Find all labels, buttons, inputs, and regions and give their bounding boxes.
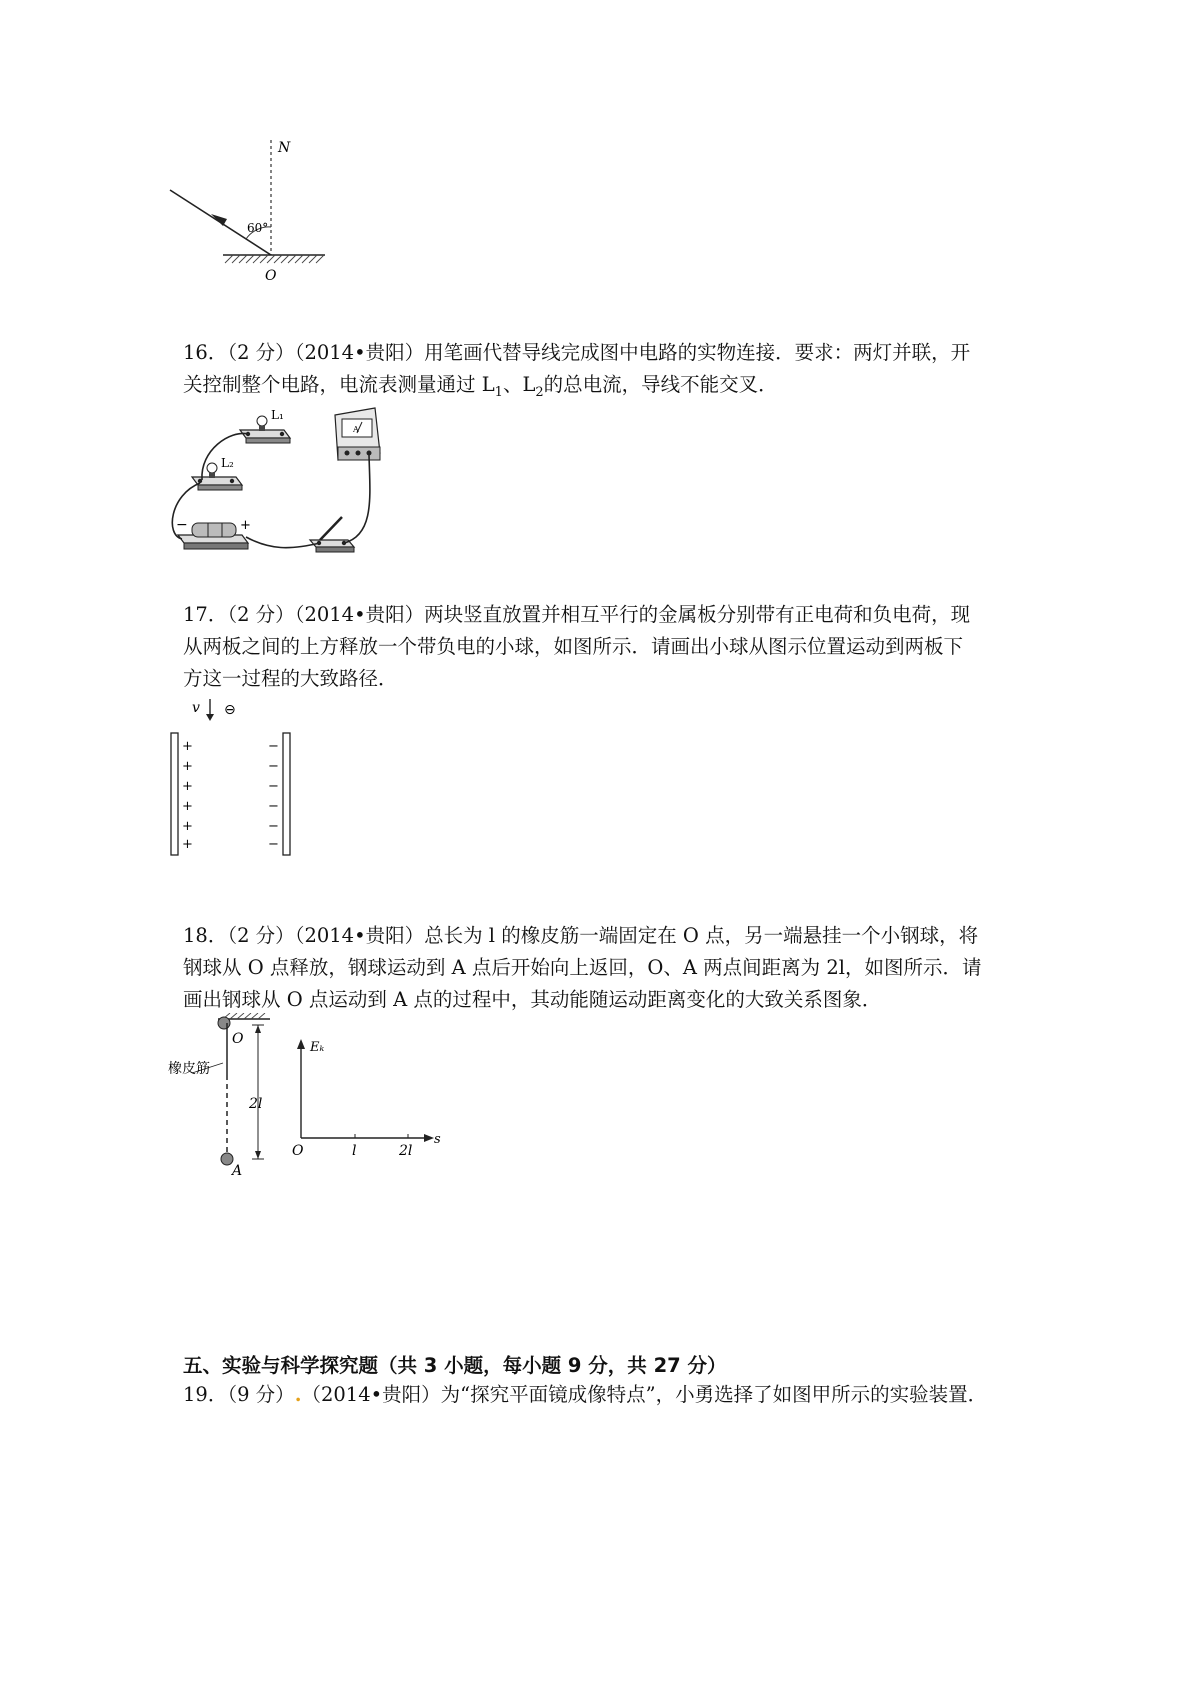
question-text: 关控制整个电路，电流表测量通过 L <box>183 373 495 396</box>
rubber-band-figure <box>168 1013 448 1183</box>
lamp-l1 <box>240 408 290 443</box>
charged-plates-figure <box>168 695 303 865</box>
circuit-figure <box>170 405 425 565</box>
question-17 <box>183 599 1033 695</box>
question-18 <box>183 920 1033 1016</box>
bulb-icon <box>257 416 267 426</box>
svg-text:+: + <box>182 819 193 834</box>
battery <box>176 517 251 549</box>
question-text: 方这一过程的大致路径． <box>183 667 398 690</box>
question-score: （2 分） <box>227 603 295 626</box>
question-number: 18． <box>183 924 228 947</box>
mirror-hatching <box>225 255 324 263</box>
arrow-down-icon <box>206 714 214 721</box>
question-number: 17． <box>183 603 228 626</box>
x-axis-label: s <box>434 1132 441 1147</box>
tick-2l-label: 2l <box>399 1143 413 1159</box>
wire <box>246 537 320 548</box>
question-source: （2014•贵阳） <box>301 1383 441 1406</box>
rubber-band-label: 橡皮筋 <box>168 1061 210 1077</box>
question-text: 的总电流，导线不能交叉． <box>543 373 778 396</box>
question-text: 用笔画代替导线完成图中电路的实物连接．要求：两灯并联，开 <box>424 341 971 364</box>
y-axis-label: Eₖ <box>310 1040 325 1055</box>
arrow-up-icon <box>297 1039 305 1049</box>
battery-minus-label: − <box>176 517 188 533</box>
ammeter <box>335 408 380 460</box>
question-number: 16． <box>183 341 228 364</box>
question-text: 、L <box>502 373 536 396</box>
svg-text:−: − <box>268 799 279 814</box>
bulb-icon <box>207 463 217 473</box>
svg-text:+: + <box>182 759 193 774</box>
origin-label: O <box>292 1143 304 1159</box>
positive-plate <box>171 733 178 855</box>
question-score: （2 分） <box>227 341 295 364</box>
dimension-label: 2l <box>249 1096 263 1112</box>
l1-label: L₁ <box>271 408 284 422</box>
point-a-label: A <box>232 1163 243 1179</box>
question-text: 为“探究平面镜成像特点”，小勇选择了如图甲所示的实验装置． <box>440 1383 988 1406</box>
svg-text:−: − <box>268 837 279 852</box>
switch <box>310 517 354 552</box>
section-heading: 五、实验与科学探究题（共 3 小题，每小题 9 分，共 27 分） <box>183 1354 727 1377</box>
tick-l-label: l <box>352 1143 357 1159</box>
meter-label: A <box>353 425 359 434</box>
point-o-label: O <box>232 1031 244 1047</box>
question-text: 总长为 l 的橡皮筋一端固定在 O 点，另一端悬挂一个小钢球，将 <box>424 924 979 947</box>
subscript: 2 <box>535 384 544 400</box>
question-text: 钢球从 O 点释放，钢球运动到 A 点后开始向上返回，O、A 两点间距离为 2l，如图所示．请 <box>183 956 982 979</box>
lamp-l2 <box>192 456 242 490</box>
plus-signs <box>182 739 193 852</box>
svg-text:+: + <box>182 799 193 814</box>
question-text: 两块竖直放置并相互平行的金属板分别带有正电荷和负电荷，现 <box>424 603 971 626</box>
velocity-label: v <box>192 700 200 716</box>
svg-text:−: − <box>268 819 279 834</box>
steel-ball-top <box>218 1017 230 1029</box>
svg-text:+: + <box>182 779 193 794</box>
question-text: 从两板之间的上方释放一个带负电的小球，如图所示．请画出小球从图示位置运动到两板下 <box>183 635 964 658</box>
question-score: （2 分） <box>227 924 295 947</box>
question-source: （2014•贵阳） <box>294 341 425 364</box>
point-o-label: O <box>265 268 277 284</box>
question-text: 画出钢球从 O 点运动到 A 点的过程中，其动能随运动距离变化的大致关系图象． <box>183 988 882 1011</box>
question-score: （9 分） <box>227 1383 295 1406</box>
marker-dot: . <box>294 1383 302 1406</box>
battery-plus-label: + <box>240 518 251 533</box>
question-16 <box>183 337 1033 409</box>
minus-signs <box>268 739 279 852</box>
normal-label: N <box>278 140 291 156</box>
angle-label: 60° <box>247 221 269 235</box>
svg-text:−: − <box>268 779 279 794</box>
svg-text:+: + <box>182 837 193 852</box>
svg-text:−: − <box>268 759 279 774</box>
svg-text:+: + <box>182 739 193 754</box>
l2-label: L₂ <box>221 456 234 470</box>
wire <box>344 455 370 543</box>
subscript: 1 <box>494 384 503 400</box>
arrow-right-icon <box>424 1134 434 1142</box>
question-19 <box>183 1379 1033 1411</box>
svg-text:−: − <box>268 739 279 754</box>
question-source: （2014•贵阳） <box>294 924 425 947</box>
ceiling-hatching <box>223 1013 265 1019</box>
reflection-figure <box>165 135 340 290</box>
negative-plate <box>283 733 290 855</box>
question-number: 19． <box>183 1383 228 1406</box>
question-source: （2014•贵阳） <box>294 603 425 626</box>
negative-ball: ⊖ <box>224 702 236 718</box>
